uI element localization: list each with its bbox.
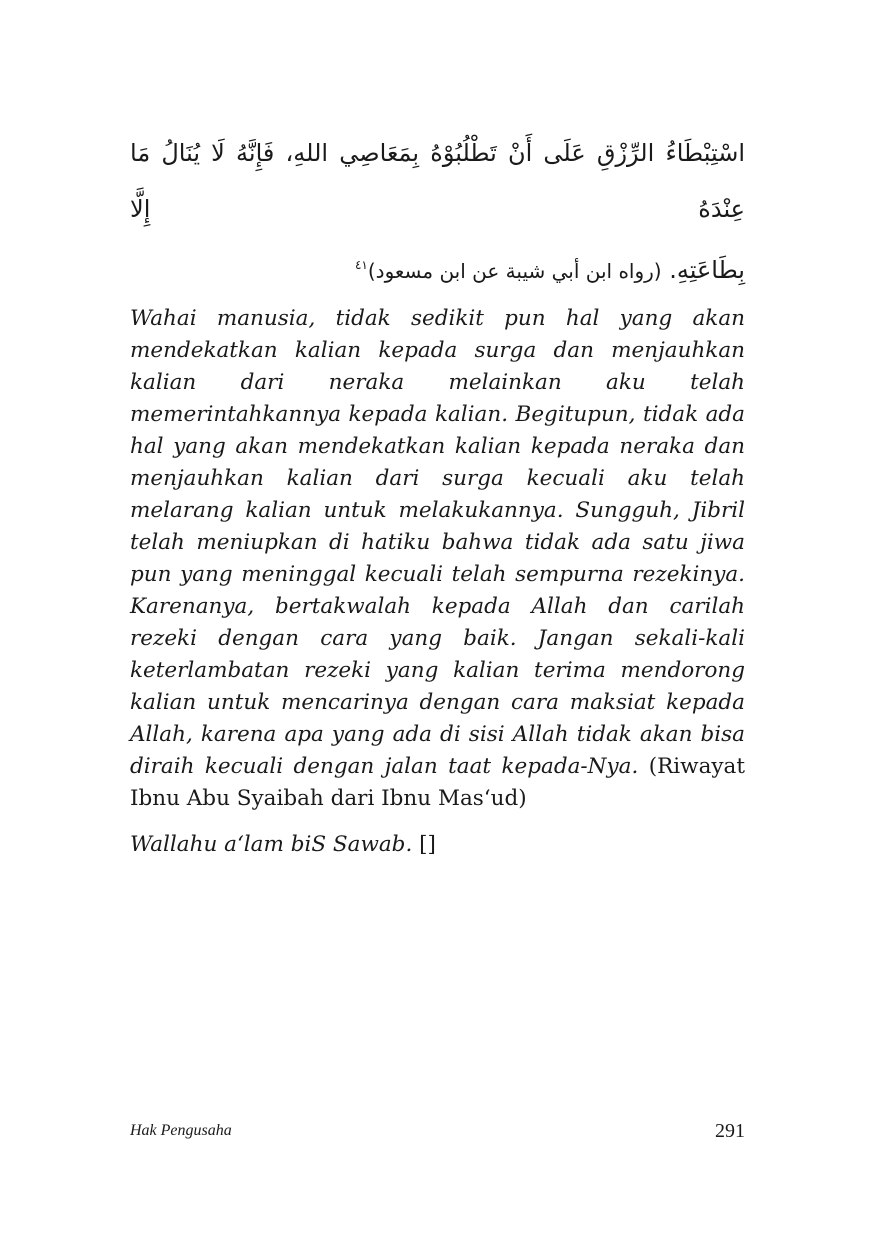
page-number: 291 xyxy=(715,1120,745,1142)
translation-italic-text: Wahai manusia, tidak sedikit pun hal yang akan mendekatkan kalian kepada surga dan menjauhkan kalian dari neraka melainkan aku telah memerintahkannya kepada kalian. Begitupun, tidak ada hal yang akan mendekatkan kalian kepada neraka dan menjauhkan kalian dari surga kecuali aku telah melarang kalian untuk melakukannya. Sungguh, Jibril telah meniupkan di hatiku bahwa tidak ada satu jiwa pun yang meninggal kecuali telah sempurna rezekinya. Karenanya, bertakwalah kepada Allah dan carilah rezeki dengan cara yang baik. Jangan sekali-kali keterlambatan rezeki yang kalian terima mendorong kalian untuk mencarinya dengan cara maksiat kepada Allah, karena apa yang ada di sisi Allah tidak akan bisa diraih kecuali dengan jalan taat kepada-Nya. xyxy=(130,306,745,779)
running-title: Hak Pengusaha xyxy=(130,1122,232,1139)
footnote-reference: ٤١ xyxy=(354,258,368,272)
page-body xyxy=(130,125,745,861)
arabic-line-2 xyxy=(130,237,745,299)
hadith-translation xyxy=(130,303,745,815)
page-footer xyxy=(130,1120,745,1150)
hadith-source: (Riwayat Ibnu Abu Syaibah dari Ibnu Mas‘ud) xyxy=(130,754,745,811)
closing-line xyxy=(130,829,745,861)
arabic-narration: (رواه ابن أبي شيبة عن ابن مسعود) xyxy=(367,259,662,283)
arabic-hadith-text xyxy=(130,125,745,299)
closing-text: Wallahu a‘lam biS Sawab. xyxy=(130,832,413,857)
end-mark: [] xyxy=(419,832,436,857)
arabic-line-1: اسْتِبْطَاءُ الرِّزْقِ عَلَى أَنْ تَطْلُبُوْهُ بِمَعَاصِي اللهِ، فَإِنَّهُ لَا يُنَالُ مَا عِنْدَهُ إِلَّا xyxy=(130,139,745,223)
arabic-line-2-text: بِطَاعَتِهِ. xyxy=(669,256,745,284)
